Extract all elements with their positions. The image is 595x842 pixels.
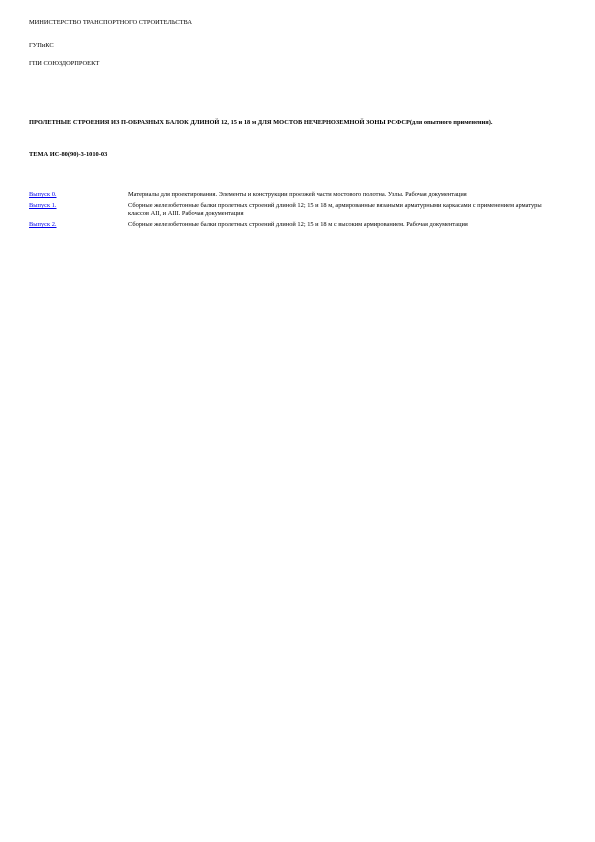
issue-description: Сборные железобетонные балки пролетных строений длиной 12; 15 и 18 м, армированные вязаными арматурными каркасами с применением арматуры классов АII, и АIII. Рабочая документация — [128, 202, 542, 217]
ministry-heading: МИНИСТЕРСТВО ТРАНСПОРТНОГО СТРОИТЕЛЬСТВА — [29, 19, 192, 26]
issue-link-2[interactable]: Выпуск 2. — [29, 221, 57, 228]
issues-list — [29, 191, 569, 232]
issue-row — [29, 202, 569, 218]
issue-row — [29, 191, 569, 199]
issue-link-1[interactable]: Выпуск 1. — [29, 202, 57, 209]
issue-link-0[interactable]: Выпуск 0. — [29, 191, 57, 198]
issue-description: Материалы для проектирования. Элементы и конструкции проезжей части мостового полотна. Узлы. Рабочая документация — [128, 191, 467, 198]
issue-description: Сборные железобетонные балки пролетных строений длиной 12; 15 и 18 м с высоким армированием. Рабочая документация — [128, 221, 468, 228]
document-theme: ТЕМА ИС-80(90)-3-1010-03 — [29, 151, 108, 158]
institute-heading: ГПИ СОЮЗДОРПРОЕКТ — [29, 60, 100, 67]
department-heading: ГУПиКС — [29, 42, 54, 49]
document-title: ПРОЛЕТНЫЕ СТРОЕНИЯ ИЗ П-ОБРАЗНЫХ БАЛОК ДЛИНОЙ 12, 15 и 18 м ДЛЯ МОСТОВ НЕЧЕРНОЗЕМНОЙ ЗОНЫ РСФСР(для опытного применения). — [29, 119, 493, 126]
issue-row — [29, 221, 569, 229]
